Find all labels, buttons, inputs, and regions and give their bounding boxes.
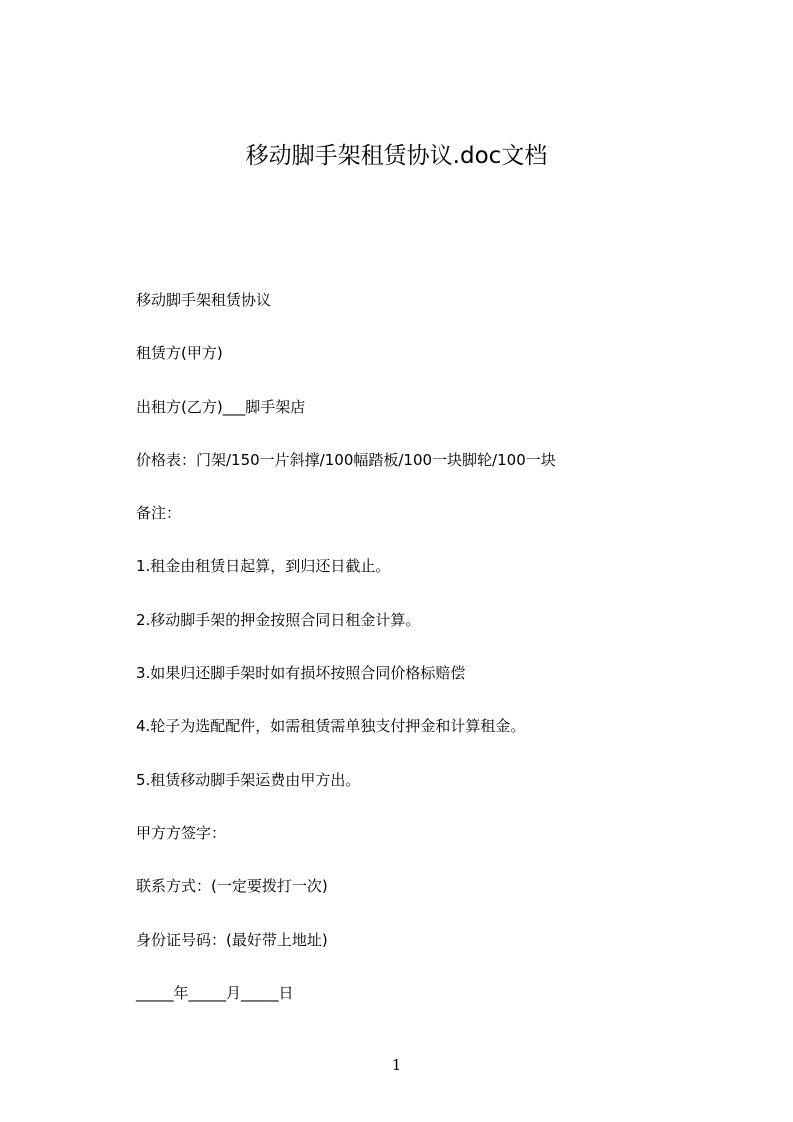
- date-line: _____年_____月_____日: [136, 983, 294, 1002]
- note-item-3: 3.如果归还脚手架时如有损坏按照合同价格标赔偿: [136, 664, 466, 683]
- price-list-line: 价格表：门架/150一片斜撑/100幅踏板/100一块脚轮/100一块: [136, 450, 556, 469]
- note-item-1: 1.租金由租赁日起算，到归还日截止。: [136, 557, 391, 576]
- notes-heading: 备注：: [136, 504, 182, 523]
- note-item-2: 2.移动脚手架的押金按照合同日租金计算。: [136, 610, 421, 629]
- document-title: 移动脚手架租赁协议.doc文档: [245, 143, 548, 169]
- document-body: [136, 288, 736, 1034]
- lessee-line: 租赁方(甲方): [136, 344, 223, 363]
- lessor-line: 出租方(乙方)___脚手架店: [136, 397, 306, 416]
- agreement-heading: 移动脚手架租赁协议: [136, 291, 272, 309]
- contact-line: 联系方式：(一定要拨打一次): [136, 877, 328, 896]
- note-item-5: 5.租赁移动脚手架运费由甲方出。: [136, 770, 361, 789]
- party-a-signature-line: 甲方方签字：: [136, 823, 227, 842]
- page-number: 1: [391, 1056, 402, 1074]
- note-item-4: 4.轮子为选配配件，如需租赁需单独支付押金和计算租金。: [136, 717, 526, 736]
- id-number-line: 身份证号码：(最好带上地址): [136, 930, 328, 949]
